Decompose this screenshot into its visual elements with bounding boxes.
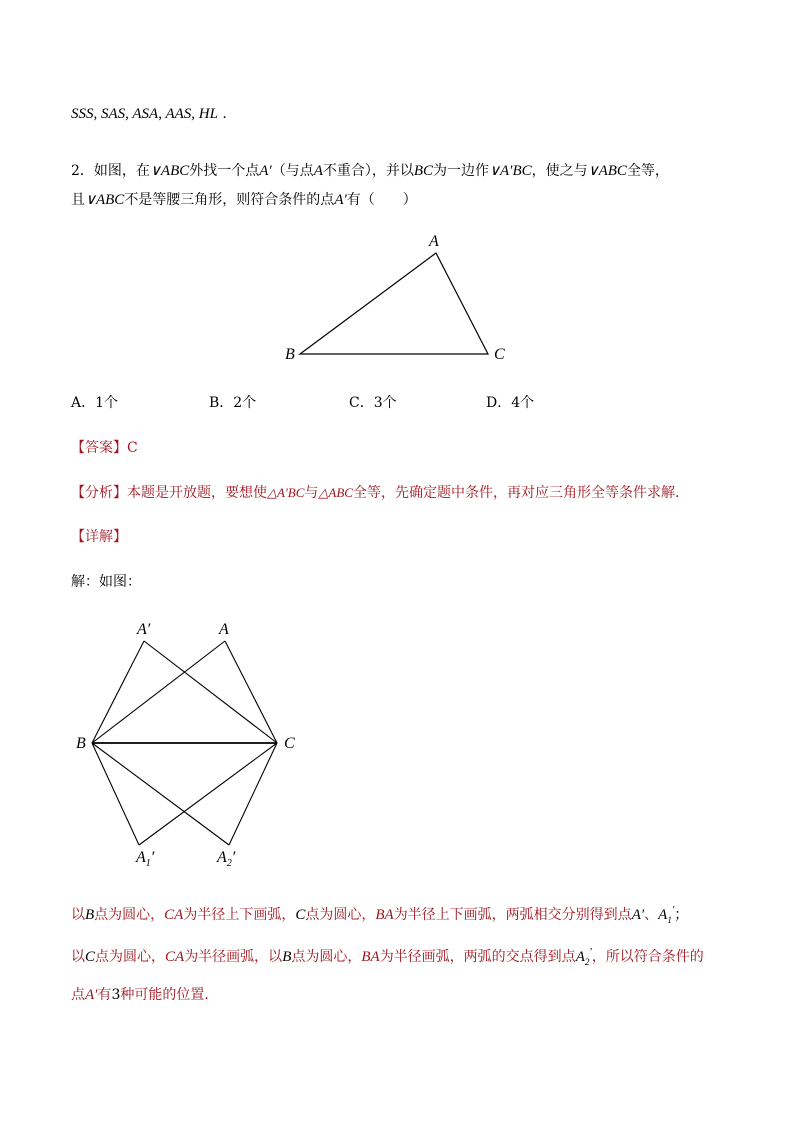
explanation-line-2 bbox=[71, 946, 704, 967]
text: 有 bbox=[97, 987, 112, 1003]
text: 以 bbox=[71, 907, 85, 923]
point-a2-prime: $A_2'$ bbox=[575, 946, 592, 967]
text: 以 bbox=[71, 949, 85, 965]
text: ； bbox=[674, 907, 689, 923]
text: 且 bbox=[71, 192, 85, 208]
segment-ca: CA bbox=[165, 949, 185, 965]
text: 外找一个点 bbox=[189, 163, 260, 179]
text: 与 bbox=[304, 485, 319, 501]
text: 本题是开放题，要想使 bbox=[127, 485, 267, 501]
text: 不重合），并以 bbox=[322, 163, 414, 179]
point-c: C bbox=[295, 907, 306, 923]
point-a-prime: A′ bbox=[259, 163, 272, 179]
text: 为半径画弧，两弧的交点得到点 bbox=[379, 949, 576, 965]
text: 全等，先确定题中条件，再对应三角形全等条件求解． bbox=[352, 485, 689, 501]
point-a-prime: A′ bbox=[631, 907, 645, 923]
text: 为半径画弧，以 bbox=[184, 949, 283, 965]
label-a-prime: A′ bbox=[137, 621, 151, 638]
text: 种可能的位置． bbox=[120, 987, 219, 1003]
triangle-abc: ∨ABC bbox=[587, 163, 627, 179]
text: 点为圆心， bbox=[94, 907, 165, 923]
segment-bc: BC bbox=[413, 163, 434, 179]
point-a: A bbox=[313, 163, 323, 179]
segment-ba: BA bbox=[375, 907, 394, 923]
point-b: B bbox=[282, 949, 292, 965]
text: 、 bbox=[644, 907, 659, 923]
text: 为半径上下画弧，两弧相交分别得到点 bbox=[393, 907, 632, 923]
text: ，使之与 bbox=[531, 163, 588, 179]
detail-tag: 【详解】 bbox=[71, 529, 127, 545]
triangle-a-prime-bc: △A′BC bbox=[267, 485, 305, 500]
period: . bbox=[222, 106, 227, 122]
option-c[interactable]: C．3个 bbox=[349, 395, 397, 411]
explanation-line-3 bbox=[71, 984, 218, 1004]
triangle-abc: △ABC bbox=[318, 485, 353, 500]
congruence-criteria: SSS, SAS, ASA, AAS, HL bbox=[71, 106, 218, 122]
analysis-line bbox=[71, 482, 689, 502]
question-number: 2．如图，在 bbox=[71, 163, 150, 179]
label-a1-prime: $A_1'$ bbox=[136, 849, 155, 869]
text: ，所以符合条件的 bbox=[591, 949, 704, 965]
point-a-prime: A′ bbox=[85, 987, 98, 1003]
triangle-abc: ∨ABC bbox=[85, 192, 125, 208]
solution-figure bbox=[0, 600, 400, 880]
label-b: B bbox=[76, 735, 86, 752]
answer-line bbox=[71, 437, 138, 457]
option-b[interactable]: B．2个 bbox=[209, 395, 257, 411]
vertex-label-c: C bbox=[494, 346, 505, 363]
analysis-tag: 【分析】 bbox=[71, 485, 127, 501]
option-a[interactable]: A．1个 bbox=[71, 395, 119, 411]
text: 点 bbox=[71, 987, 85, 1003]
point-c: C bbox=[85, 949, 96, 965]
vertex-label-b: B bbox=[285, 346, 295, 363]
solution-intro: 解：如图： bbox=[71, 574, 141, 590]
segment-ca: CA bbox=[164, 907, 184, 923]
text: 为半径上下画弧， bbox=[183, 907, 296, 923]
label-a2-prime: $A_2'$ bbox=[217, 849, 236, 869]
text: 不是等腰三角形，则符合条件的点 bbox=[124, 192, 335, 208]
explanation-line-1 bbox=[71, 904, 688, 925]
answer-blank: 有（ ） bbox=[346, 192, 417, 208]
label-c: C bbox=[284, 735, 295, 752]
answer-options bbox=[71, 392, 591, 412]
answer-tag: 【答案】 bbox=[71, 440, 127, 456]
text: 点为圆心， bbox=[305, 907, 376, 923]
point-a1-prime: $A_1'$ bbox=[658, 904, 675, 925]
answer-value: C bbox=[127, 440, 138, 456]
triangle-figure bbox=[0, 0, 794, 380]
segment-ba: BA bbox=[361, 949, 380, 965]
point-b: B bbox=[85, 907, 95, 923]
text: 为一边作 bbox=[433, 163, 490, 179]
count: 3 bbox=[111, 987, 121, 1003]
vertex-label-a: A bbox=[429, 233, 439, 250]
triangle-a-prime-bc: ∨A′BC bbox=[489, 163, 532, 179]
text: 点为圆心， bbox=[291, 949, 362, 965]
option-d[interactable]: D．4个 bbox=[486, 395, 535, 411]
point-a-prime: A′ bbox=[334, 192, 347, 208]
text: （与点 bbox=[271, 163, 314, 179]
text: 点为圆心， bbox=[95, 949, 166, 965]
triangle-abc: ∨ABC bbox=[149, 163, 190, 179]
label-a: A bbox=[219, 621, 229, 638]
text: 全等， bbox=[626, 163, 669, 179]
